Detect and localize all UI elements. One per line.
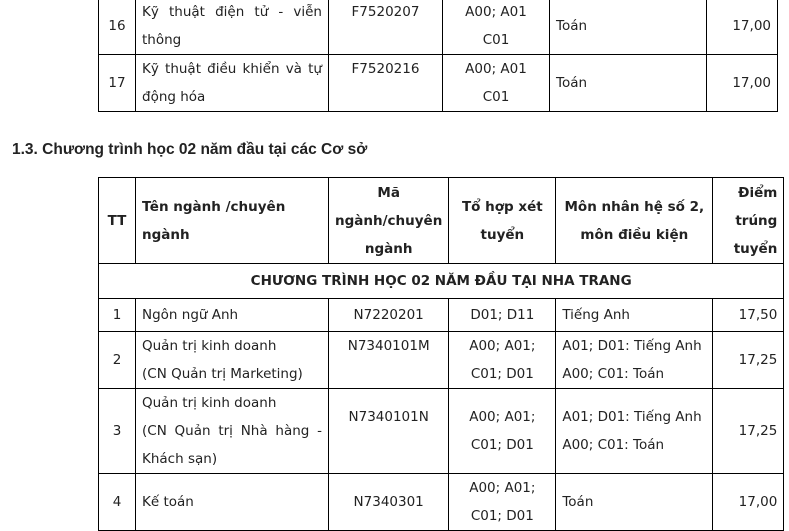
table-row [99, 0, 778, 55]
row-major-code: F7520216 [329, 55, 443, 112]
row-score: 17,00 [707, 55, 778, 112]
row-subject-combo: A00; A01; C01; D01 [449, 332, 556, 389]
row-major-code: N7340101N [329, 389, 449, 474]
row-subject-combo: A00; A01 C01 [443, 0, 550, 55]
table-row [99, 389, 784, 474]
row-major-name: Ngôn ngữ Anh [136, 299, 329, 332]
table-row [99, 55, 778, 112]
table-row [99, 332, 784, 389]
row-score: 17,25 [713, 332, 784, 389]
row-weighted-subject: Toán [550, 0, 707, 55]
row-major-code: F7520207 [329, 0, 443, 55]
row-major-name: Kỹ thuật điều khiển và tự động hóa [136, 55, 329, 112]
admission-table-two-year [98, 177, 784, 531]
row-weighted-subject: Toán [550, 55, 707, 112]
row-score: 17,00 [713, 474, 784, 531]
row-subject-combo: A00; A01; C01; D01 [449, 389, 556, 474]
row-tt: 4 [99, 474, 136, 531]
group-label: CHƯƠNG TRÌNH HỌC 02 NĂM ĐẦU TẠI NHA TRANG [99, 264, 784, 299]
row-subject-combo: D01; D11 [449, 299, 556, 332]
section-heading: 1.3. Chương trình học 02 năm đầu tại các Cơ sở [12, 141, 368, 158]
header-tt: TT [99, 178, 136, 264]
header-score: Điểm trúng tuyển [713, 178, 784, 264]
admission-table-previous [98, 0, 778, 112]
row-subject-combo: A00; A01; C01; D01 [449, 474, 556, 531]
table-header-row [99, 178, 784, 264]
group-row [99, 264, 784, 299]
row-weighted-subject: Tiếng Anh [556, 299, 713, 332]
row-score: 17,50 [713, 299, 784, 332]
row-major-code: N7220201 [329, 299, 449, 332]
header-weighted-subject: Môn nhân hệ số 2, môn điều kiện [556, 178, 713, 264]
table-row [99, 474, 784, 531]
row-tt: 2 [99, 332, 136, 389]
row-tt: 16 [99, 0, 136, 55]
table-row [99, 299, 784, 332]
row-weighted-subject: A01; D01: Tiếng Anh A00; C01: Toán [556, 332, 713, 389]
row-score: 17,00 [707, 0, 778, 55]
row-tt: 17 [99, 55, 136, 112]
header-major-code: Mã ngành/chuyên ngành [329, 178, 449, 264]
row-major-name: Quản trị kinh doanh (CN Quản trị Nhà hàng - Khách sạn) [136, 389, 329, 474]
row-major-name: Kỹ thuật điện tử - viễn thông [136, 0, 329, 55]
row-major-name: Kế toán [136, 474, 329, 531]
row-score: 17,25 [713, 389, 784, 474]
row-subject-combo: A00; A01 C01 [443, 55, 550, 112]
row-weighted-subject: Toán [556, 474, 713, 531]
row-weighted-subject: A01; D01: Tiếng Anh A00; C01: Toán [556, 389, 713, 474]
row-major-name: Quản trị kinh doanh (CN Quản trị Marketing) [136, 332, 329, 389]
row-tt: 3 [99, 389, 136, 474]
row-major-code: N7340301 [329, 474, 449, 531]
row-tt: 1 [99, 299, 136, 332]
header-major-name: Tên ngành /chuyên ngành [136, 178, 329, 264]
header-subject-combo: Tổ hợp xét tuyển [449, 178, 556, 264]
row-major-code: N7340101M [329, 332, 449, 389]
